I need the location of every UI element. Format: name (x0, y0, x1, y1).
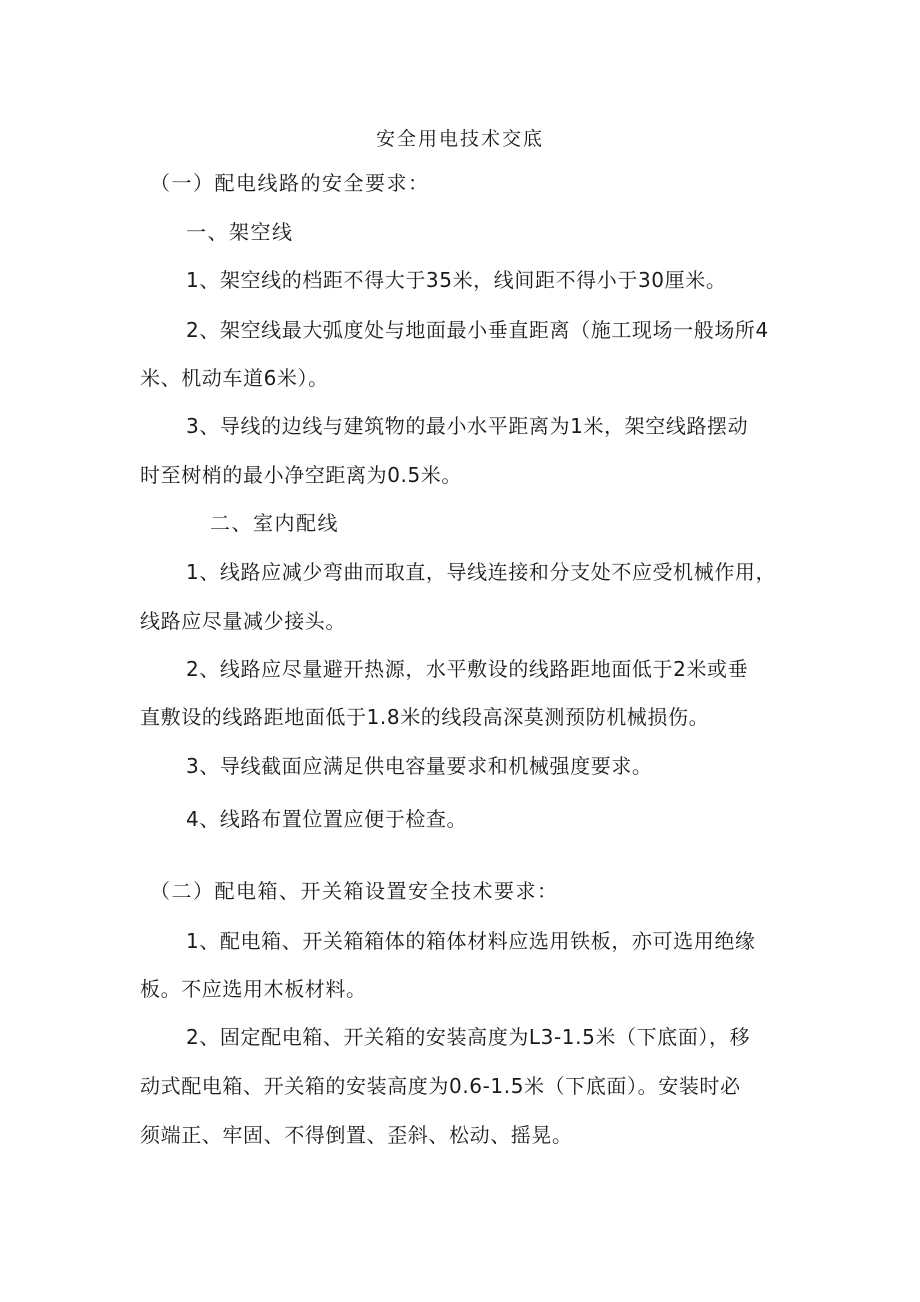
paragraph-line: 2、固定配电箱、开关箱的安装高度为L3-1.5米（下底面），移 (186, 1025, 751, 1049)
paragraph-line: 须端正、牢固、不得倒置、歪斜、松动、摇晃。 (140, 1123, 573, 1147)
paragraph-line: 2、架空线最大弧度处与地面最小垂直距离（施工现场一般场所4 (186, 318, 769, 342)
paragraph-line: 1、配电箱、开关箱箱体的箱体材料应选用铁板，亦可选用绝缘 (186, 929, 756, 953)
paragraph-line: 2、线路应尽量避开热源，水平敷设的线路距地面低于2米或垂 (186, 657, 749, 681)
paragraph-line: 3、导线的边线与建筑物的最小水平距离为1米，架空线路摆动 (186, 414, 749, 438)
subsection-heading-overhead-lines: 一、架空线 (186, 220, 294, 244)
paragraph-line: 3、导线截面应满足供电容量要求和机械强度要求。 (186, 754, 653, 778)
paragraph-line: 直敷设的线路距地面低于1.8米的线段高深莫测预防机械损伤。 (140, 705, 710, 729)
paragraph-line: 1、线路应减少弯曲而取直，导线连接和分支处不应受机械作用， (186, 560, 777, 584)
paragraph-line: 米、机动车道6米）。 (140, 366, 329, 390)
paragraph-line: 时至树梢的最小净空距离为0.5米。 (140, 463, 463, 487)
subsection-heading-indoor-wiring: 二、室内配线 (210, 511, 339, 535)
paragraph-line: 4、线路布置位置应便于检查。 (186, 807, 468, 831)
paragraph-line: 板。不应选用木板材料。 (140, 977, 367, 1001)
paragraph-line: 1、架空线的档距不得大于35米，线间距不得小于30厘米。 (186, 268, 727, 292)
paragraph-line: 线路应尽量减少接头。 (140, 609, 346, 633)
section-heading-2: （二）配电箱、开关箱设置安全技术要求： (150, 879, 559, 903)
document-title: 安全用电技术交底 (375, 128, 544, 150)
paragraph-line: 动式配电箱、开关箱的安装高度为0.6-1.5米（下底面）。安装时必 (140, 1074, 741, 1098)
section-heading-1: （一）配电线路的安全要求： (150, 171, 430, 195)
